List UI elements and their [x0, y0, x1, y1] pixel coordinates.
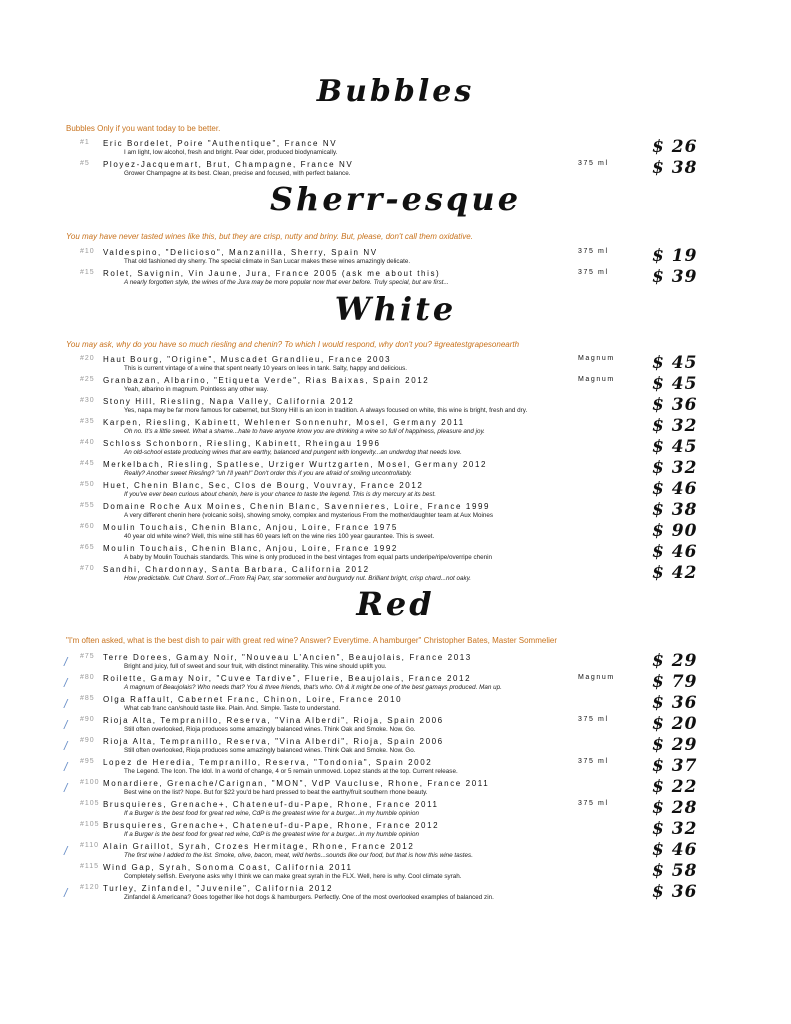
wine-name: Granbazan, Albarino, "Etiqueta Verde", Rias Baixas, Spain 2012 — [103, 376, 430, 385]
handwritten-mark: / — [64, 739, 68, 753]
wine-price: $ 45 — [652, 374, 698, 394]
wine-list-red — [0, 653, 791, 905]
wine-number: #1 — [80, 139, 90, 146]
wine-name: Moulin Touchais, Chenin Blanc, Anjou, Loire, France 1975 — [103, 523, 398, 532]
wine-description: Still often overlooked, Rioja produces some amazingly balanced wines. Think Oak and Smoke. Now. Go. — [124, 747, 416, 754]
wine-name: Alain Graillot, Syrah, Crozes Hermitage, Rhone, France 2012 — [103, 842, 415, 851]
handwritten-mark: / — [64, 844, 68, 858]
wine-price: $ 19 — [652, 246, 698, 266]
wine-number: #120 — [80, 884, 100, 891]
handwritten-mark: / — [64, 655, 68, 669]
wine-number: #25 — [80, 376, 95, 383]
wine-price: $ 32 — [652, 458, 698, 478]
wine-number: #45 — [80, 460, 95, 467]
wine-description: Bright and juicy, full of sweet and sour fruit, with distinct minerallity. This wine should uplift you. — [124, 663, 387, 670]
wine-name: Rioja Alta, Tempranillo, Reserva, "Vina Alberdi", Rioja, Spain 2006 — [103, 716, 444, 725]
wine-name: Ployez-Jacquemart, Brut, Champagne, France NV — [103, 160, 354, 169]
wine-price: $ 45 — [652, 353, 698, 373]
handwritten-mark: / — [64, 697, 68, 711]
wine-name: Wind Gap, Syrah, Sonoma Coast, California 2011 — [103, 863, 353, 872]
wine-description: That old fashioned dry sherry. The special climate in San Lucar makes these wines amazingly delicate. — [124, 258, 411, 265]
wine-description: Really? Another sweet Riesling? "uh I'll yeah!" Don't order this if you are afraid of smiling uncontrollably. — [124, 470, 412, 477]
wine-name: Valdespino, "Delicioso", Manzanilla, Sherry, Spain NV — [103, 248, 378, 257]
section-intro-red: "I'm often asked, what is the best dish to pair with great red wine? Answer? Everytime. A hamburger" Christopher Bates, Master Sommelier — [66, 636, 557, 645]
wine-size: Magnum — [578, 376, 615, 383]
wine-size: 375 ml — [578, 800, 609, 807]
section-title-bubbles: Bubbles — [316, 74, 475, 109]
wine-item — [0, 674, 791, 695]
wine-description: This is current vintage of a wine that spent nearly 10 years on lees in tank. Salty, happy and delicious. — [124, 365, 408, 372]
wine-description: If a Burger is the best food for great red wine, CdP is the greatest wine for a burger...in my humble opinion — [124, 810, 419, 817]
wine-description: Yeah, albarino in magnum. Pointless any other way. — [124, 386, 269, 393]
wine-number: #20 — [80, 355, 95, 362]
wine-item — [0, 863, 791, 884]
wine-name: Eric Bordelet, Poire "Authentique", France NV — [103, 139, 338, 148]
wine-description: How predictable. Cult Chard. Sort of...From Raj Parr, star sommelier and burgundy nut. Brilliant bright, crisp chard...not oaky. — [124, 575, 472, 582]
wine-price: $ 28 — [652, 798, 698, 818]
wine-name: Turley, Zinfandel, "Juvenile", California 2012 — [103, 884, 334, 893]
wine-size: 375 ml — [578, 758, 609, 765]
handwritten-mark: / — [64, 718, 68, 732]
handwritten-mark: / — [64, 760, 68, 774]
wine-price: $ 26 — [652, 137, 698, 157]
section-intro-bubbles: Bubbles Only if you want today to be better. — [66, 124, 221, 133]
wine-name: Rolet, Savignin, Vin Jaune, Jura, France 2005 (ask me about this) — [103, 269, 441, 278]
wine-item — [0, 248, 791, 269]
wine-description: A baby by Moulin Touchais standards. This wine is only produced in the best vintages from equal parts underipe/ripe/overripe chenin — [124, 554, 492, 561]
wine-price: $ 46 — [652, 840, 698, 860]
wine-number: #40 — [80, 439, 95, 446]
wine-number: #10 — [80, 248, 95, 255]
wine-number: #105 — [80, 821, 100, 828]
wine-description: I am light, low alcohol, fresh and bright. Pear cider, produced biodynamically. — [124, 149, 338, 156]
wine-list-white — [0, 355, 791, 586]
wine-price: $ 20 — [652, 714, 698, 734]
wine-description: What cab franc can/should taste like. Plain. And. Simple. Taste to understand. — [124, 705, 341, 712]
wine-number: #90 — [80, 716, 95, 723]
wine-description: Grower Champagne at its best. Clean, precise and focused, with perfect balance. — [124, 170, 351, 177]
wine-price: $ 32 — [652, 819, 698, 839]
wine-item — [0, 653, 791, 674]
wine-number: #60 — [80, 523, 95, 530]
wine-name: Domaine Roche Aux Moines, Chenin Blanc, Savennieres, Loire, France 1999 — [103, 502, 491, 511]
wine-number: #5 — [80, 160, 90, 167]
wine-item — [0, 884, 791, 905]
wine-item — [0, 418, 791, 439]
wine-name: Brusquieres, Grenache+, Chateneuf-du-Pape, Rhone, France 2011 — [103, 800, 439, 809]
wine-price: $ 29 — [652, 735, 698, 755]
wine-description: A magnum of Beaujolais? Who needs that? You & three friends, that's who. Oh & it might be one of the best gamays produced. Man up. — [124, 684, 502, 691]
wine-description: Zinfandel & Americana? Goes together like hot dogs & hamburgers. Perfectly. One of the most overlooked examples of balanced zin. — [124, 894, 494, 901]
wine-description: If a Burger is the best food for great red wine, CdP is the greatest wine for a burger...in my humble opinion — [124, 831, 419, 838]
handwritten-mark: / — [64, 886, 68, 900]
wine-number: #15 — [80, 269, 95, 276]
wine-price: $ 22 — [652, 777, 698, 797]
wine-price: $ 58 — [652, 861, 698, 881]
wine-item — [0, 800, 791, 821]
wine-price: $ 37 — [652, 756, 698, 776]
wine-list-bubbles — [0, 139, 791, 181]
wine-name: Haut Bourg, "Origine", Muscadet Grandlieu, France 2003 — [103, 355, 392, 364]
wine-description: Completely selfish. Everyone asks why I think we can make great syrah in the FLX. Well, here is why. Cool climate syrah. — [124, 873, 462, 880]
wine-description: If you've ever been curious about chenin, here is your chance to taste the legend. This is dry mercury at its best. — [124, 491, 437, 498]
wine-number: #30 — [80, 397, 95, 404]
section-intro-white: You may ask, why do you have so much riesling and chenin? To which I would respond, why don't you? #greatestgrapesonearth — [66, 340, 520, 349]
wine-price: $ 36 — [652, 882, 698, 902]
wine-price: $ 38 — [652, 158, 698, 178]
wine-description: The Legend. The Icon. The Idol. In a world of change, 4 or 5 remain unmoved. Lopez stands at the top. Current release. — [124, 768, 458, 775]
wine-price: $ 39 — [652, 267, 698, 287]
wine-number: #100 — [80, 779, 100, 786]
wine-price: $ 90 — [652, 521, 698, 541]
wine-number: #70 — [80, 565, 95, 572]
wine-name: Terre Dorees, Gamay Noir, "Nouveau L'Ancien", Beaujolais, France 2013 — [103, 653, 472, 662]
wine-size: 375 ml — [578, 248, 609, 255]
wine-number: #35 — [80, 418, 95, 425]
wine-item — [0, 139, 791, 160]
wine-item — [0, 269, 791, 290]
section-title-white: White — [334, 290, 457, 328]
wine-description: Yes, napa may be far more famous for cabernet, but Stony Hill is an icon in tradition. A always focused on white, this wine is bright, fresh and dry. — [124, 407, 528, 414]
wine-item — [0, 502, 791, 523]
wine-description: The first wine I added to the list. Smoke, olive, bacon, meat, wild herbs...sounds like our food, but that is how this wine tastes. — [124, 852, 473, 859]
wine-number: #105 — [80, 800, 100, 807]
wine-price: $ 32 — [652, 416, 698, 436]
wine-name: Moulin Touchais, Chenin Blanc, Anjou, Loire, France 1992 — [103, 544, 398, 553]
wine-price: $ 38 — [652, 500, 698, 520]
wine-size: 375 ml — [578, 716, 609, 723]
wine-number: #65 — [80, 544, 95, 551]
wine-size: 375 ml — [578, 269, 609, 276]
handwritten-mark: / — [64, 781, 68, 795]
wine-price: $ 36 — [652, 693, 698, 713]
wine-item — [0, 821, 791, 842]
wine-price: $ 29 — [652, 651, 698, 671]
wine-price: $ 46 — [652, 479, 698, 499]
wine-price: $ 79 — [652, 672, 698, 692]
wine-description: A very different chenin here (volcanic soils), showing smoky, complex and mysterious From the mother/daughter team at Aux Moines — [124, 512, 494, 519]
wine-list-sherresque — [0, 248, 791, 290]
wine-name: Monardiere, Grenache/Carignan, "MON", VdP Vaucluse, Rhone, France 2011 — [103, 779, 490, 788]
wine-price: $ 45 — [652, 437, 698, 457]
wine-size: Magnum — [578, 355, 615, 362]
wine-name: Olga Raffault, Cabernet Franc, Chinon, Loire, France 2010 — [103, 695, 403, 704]
wine-name: Karpen, Riesling, Kabinett, Wehlener Sonnenuhr, Mosel, Germany 2011 — [103, 418, 465, 427]
wine-item — [0, 716, 791, 737]
wine-size: 375 ml — [578, 160, 609, 167]
wine-number: #115 — [80, 863, 100, 870]
wine-item — [0, 565, 791, 586]
wine-name: Sandhi, Chardonnay, Santa Barbara, California 2012 — [103, 565, 370, 574]
wine-description: A nearly forgotten style, the wines of the Jura may be more popular now that ever before. Truly special, but are first... — [124, 279, 449, 286]
wine-name: Rioja Alta, Tempranillo, Reserva, "Vina Alberdi", Rioja, Spain 2006 — [103, 737, 444, 746]
wine-name: Merkelbach, Riesling, Spatlese, Urziger Wurtzgarten, Mosel, Germany 2012 — [103, 460, 488, 469]
wine-description: Best wine on the list? Nope. But for $22 you'd be hard pressed to beat the earthy/fruit southern rhone beauty. — [124, 789, 428, 796]
wine-item — [0, 842, 791, 863]
wine-number: #110 — [80, 842, 100, 849]
wine-number: #55 — [80, 502, 95, 509]
wine-description: Oh no. It's a little sweet. What a shame...hate to have anyone know you are drinking a wine so full of happiness, pleasure and joy. — [124, 428, 485, 435]
wine-description: 40 year old white wine? Well, this wine still has 60 years left on the wine ries 100 year gaurantee. This is sweet. — [124, 533, 435, 540]
wine-number: #90 — [80, 737, 95, 744]
wine-description: Still often overlooked, Rioja produces some amazingly balanced wines. Think Oak and Smoke. Now. Go. — [124, 726, 416, 733]
wine-item — [0, 481, 791, 502]
wine-price: $ 36 — [652, 395, 698, 415]
wine-price: $ 46 — [652, 542, 698, 562]
wine-item — [0, 758, 791, 779]
wine-name: Brusquieres, Grenache+, Chateneuf-du-Pape, Rhone, France 2012 — [103, 821, 440, 830]
wine-number: #95 — [80, 758, 95, 765]
wine-name: Schloss Schonborn, Riesling, Kabinett, Rheingau 1996 — [103, 439, 381, 448]
wine-item — [0, 376, 791, 397]
wine-item — [0, 160, 791, 181]
wine-item — [0, 460, 791, 481]
wine-item — [0, 695, 791, 716]
wine-name: Stony Hill, Riesling, Napa Valley, California 2012 — [103, 397, 355, 406]
wine-price: $ 42 — [652, 563, 698, 583]
wine-item — [0, 544, 791, 565]
wine-item — [0, 439, 791, 460]
wine-number: #75 — [80, 653, 95, 660]
wine-name: Roilette, Gamay Noir, "Cuvee Tardive", Fluerie, Beaujolais, France 2012 — [103, 674, 472, 683]
wine-item — [0, 355, 791, 376]
wine-number: #85 — [80, 695, 95, 702]
wine-name: Lopez de Heredia, Tempranillo, Reserva, "Tondonia", Spain 2002 — [103, 758, 433, 767]
wine-number: #50 — [80, 481, 95, 488]
wine-item — [0, 737, 791, 758]
section-title-red: Red — [356, 585, 435, 623]
section-title-sherresque: Sherr-esque — [269, 180, 522, 218]
section-intro-sherresque: You may have never tasted wines like this, but they are crisp, nutty and briny. But, please, don't call them oxidative. — [66, 232, 473, 241]
wine-name: Huet, Chenin Blanc, Sec, Clos de Bourg, Vouvray, France 2012 — [103, 481, 424, 490]
wine-size: Magnum — [578, 674, 615, 681]
wine-item — [0, 523, 791, 544]
wine-number: #80 — [80, 674, 95, 681]
handwritten-mark: / — [64, 676, 68, 690]
wine-item — [0, 779, 791, 800]
wine-description: An old-school estate producing wines that are earthy, balanced and pungent with longevity...an underdog that needs love. — [124, 449, 462, 456]
wine-item — [0, 397, 791, 418]
